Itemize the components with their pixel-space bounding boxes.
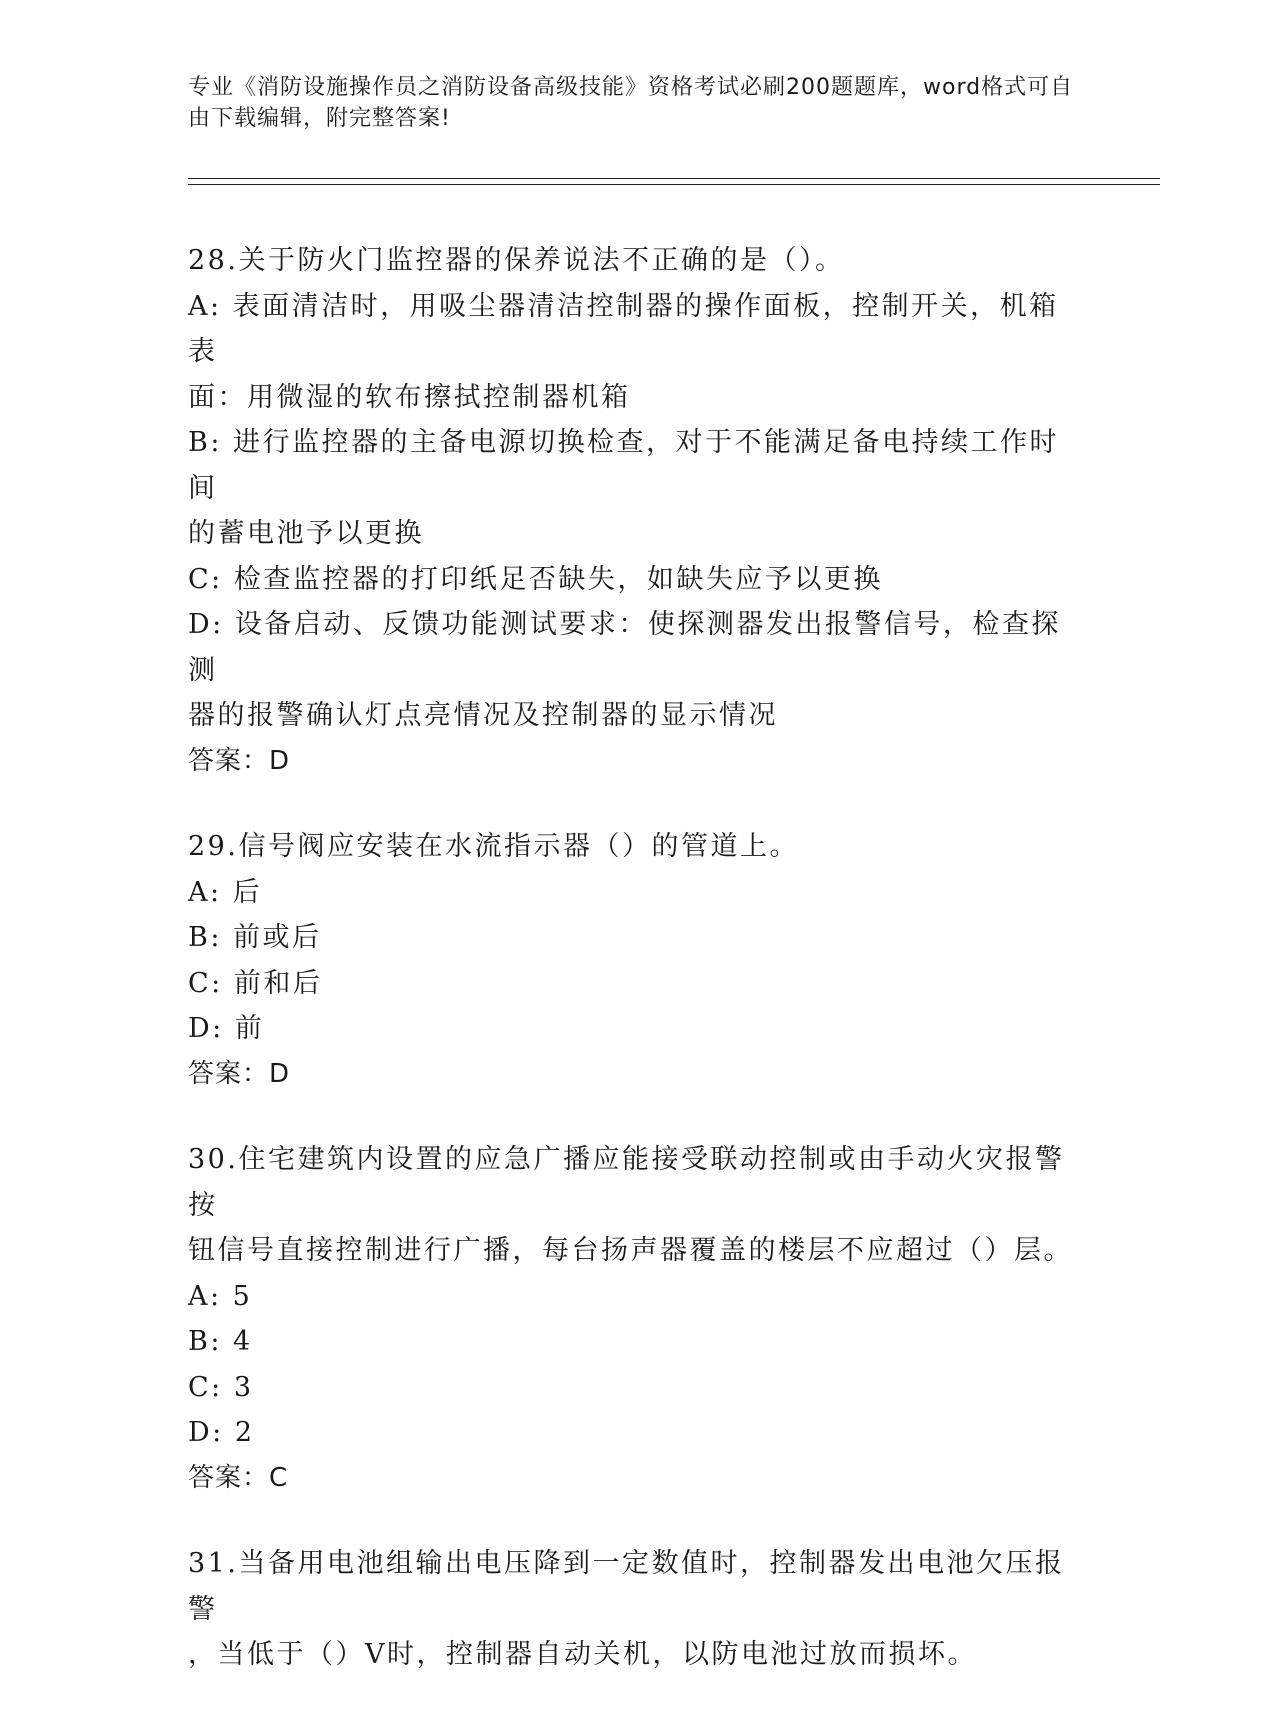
option-b-continued: 的蓄电池予以更换: [188, 518, 424, 549]
answer: 答案：C: [188, 1462, 289, 1493]
answer: 答案：D: [188, 745, 291, 776]
document-header: 专业《消防设施操作员之消防设备高级技能》资格考试必刷200题题库，word格式可自由下载编辑，附完整答案!: [188, 75, 1074, 131]
question-stem: 28.关于防火门监控器的保养说法不正确的是（）。: [188, 245, 845, 276]
question-stem: 31.当备用电池组输出电压降到一定数值时，控制器发出电池欠压报警: [188, 1548, 1065, 1625]
header-divider-top: [188, 178, 1160, 179]
question-stem-continued: 钮信号直接控制进行广播，每台扬声器覆盖的楼层不应超过（）层。: [188, 1235, 1073, 1266]
option-a: A: 后: [188, 876, 263, 908]
question-31: [188, 1541, 1088, 1678]
header-divider-bottom: [188, 184, 1160, 185]
question-stem: 30.住宅建筑内设置的应急广播应能接受联动控制或由手动火灾报警按: [188, 1144, 1065, 1221]
question-28: [188, 238, 1088, 784]
option-a: A: 5: [188, 1280, 253, 1312]
option-d: D: 设备启动、反馈功能测试要求：使探测器发出报警信号，检查探测: [188, 609, 1061, 686]
option-d: D: 前: [188, 1013, 265, 1044]
option-c: C: 3: [188, 1371, 254, 1403]
option-b: B: 进行监控器的主备电源切换检查，对于不能满足备电持续工作时间: [188, 427, 1060, 504]
option-a-continued: 面：用微湿的软布擦拭控制器机箱: [188, 381, 631, 413]
option-a: A: 表面清洁时，用吸尘器清洁控制器的操作面板，控制开关，机箱表: [188, 290, 1059, 367]
option-c: C: 前和后: [188, 967, 323, 999]
option-b: B: 4: [188, 1326, 253, 1357]
option-d: D: 2: [188, 1417, 255, 1448]
question-list: [188, 238, 1088, 1718]
question-stem-continued: ，当低于（）V时，控制器自动关机，以防电池过放而损坏。: [188, 1639, 977, 1670]
question-29: [188, 824, 1088, 1097]
answer: 答案：D: [188, 1058, 291, 1089]
question-stem: 29.信号阀应安装在水流指示器（）的管道上。: [188, 831, 799, 862]
option-d-continued: 器的报警确认灯点亮情况及控制器的显示情况: [188, 700, 778, 731]
option-b: B: 前或后: [188, 922, 322, 953]
option-c: C: 检查监控器的打印纸足否缺失，如缺失应予以更换: [188, 563, 883, 595]
question-30: [188, 1137, 1088, 1501]
